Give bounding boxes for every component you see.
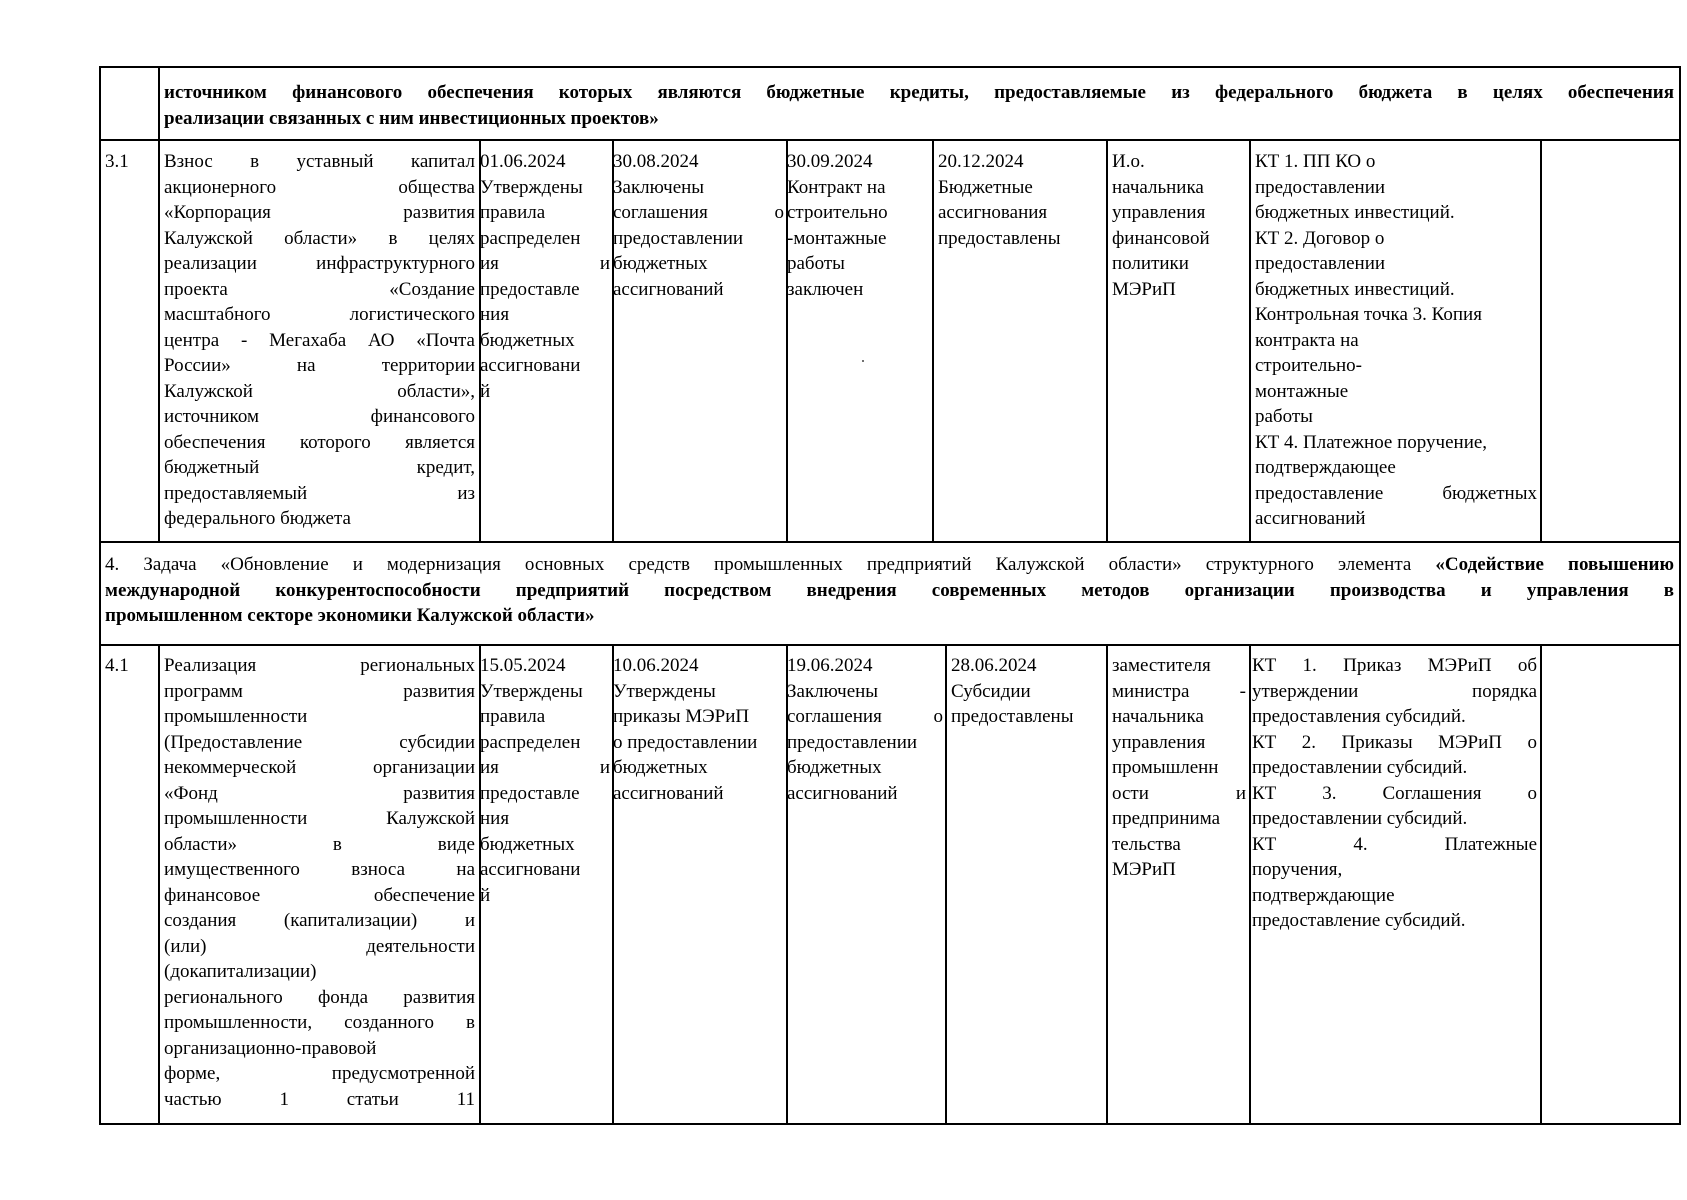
desc-line: организационно-правовой xyxy=(164,1037,377,1059)
desc-line: Калужской области», xyxy=(164,380,475,402)
evidence-line: предоставлении xyxy=(1255,176,1386,198)
resp-line: предпринима xyxy=(1112,808,1221,829)
control-point-date: 20.12.2024 xyxy=(938,151,1024,172)
table-border-left xyxy=(99,66,101,1125)
desc-line: промышленности Калужской xyxy=(164,808,475,829)
evidence-line: утверждении порядка xyxy=(1252,680,1537,702)
table-border-right xyxy=(1679,66,1681,1125)
task-4-header xyxy=(105,552,1674,629)
control-point-4 xyxy=(951,653,1103,730)
desc-line: частью 1 статьи 11 xyxy=(164,1088,475,1110)
responsible-person xyxy=(1112,149,1246,302)
evidence-line: КТ 3. Соглашения о xyxy=(1252,782,1537,804)
section-header-line: источником финансового обеспечения которых являются бюджетные кредиты, предоставляемые из федерального бюджета в целях обеспечения xyxy=(164,82,1674,103)
row-number: 3.1 xyxy=(105,151,129,172)
evidence-line: КТ 1. ПП КО о xyxy=(1255,151,1376,172)
desc-line: масштабного логистического xyxy=(164,304,475,325)
cp-line: предоставлении xyxy=(787,731,918,753)
cp-line: Заключены xyxy=(613,176,705,198)
cp-line: ассигновани xyxy=(480,355,581,376)
row-description xyxy=(164,653,475,1112)
evidence-line: предоставление субсидий. xyxy=(1252,910,1466,931)
task-header-line: международной конкурентоспособности предприятий посредством внедрения современных методов организации производства и управления в xyxy=(105,579,1674,601)
cp-line: предоставлены xyxy=(938,227,1061,249)
resp-line: финансовой xyxy=(1112,227,1210,249)
desc-line: (или) деятельности xyxy=(164,935,475,957)
section-header-line: реализации связанных с ним инвестиционных проектов» xyxy=(164,107,659,129)
desc-line: некоммерческой организации xyxy=(164,757,475,778)
control-point-date: 19.06.2024 xyxy=(787,655,873,676)
desc-line: федерального бюджета xyxy=(164,508,351,529)
cp-line: бюджетных xyxy=(787,757,882,778)
resp-line: начальника xyxy=(1112,176,1204,198)
desc-line: «Фонд развития xyxy=(164,782,475,804)
cp-line: заключен xyxy=(787,278,864,300)
resp-line: тельства xyxy=(1112,833,1181,855)
section-header xyxy=(164,80,1674,131)
evidence-documents xyxy=(1252,653,1537,934)
resp-line: промышленн xyxy=(1112,757,1219,778)
control-point-date: 10.06.2024 xyxy=(613,655,699,676)
desc-line: форме, предусмотренной xyxy=(164,1063,475,1084)
control-point-1 xyxy=(480,653,610,908)
desc-line: акционерного общества xyxy=(164,176,475,198)
resp-line: управления xyxy=(1112,202,1206,223)
cp-line: й xyxy=(480,884,491,906)
row-description xyxy=(164,149,475,532)
cp-line: Утверждены xyxy=(480,680,583,702)
cp-line: строительно xyxy=(787,202,888,223)
control-point-4 xyxy=(938,149,1103,251)
cp-line: ния xyxy=(480,304,510,325)
evidence-line: предоставления субсидий. xyxy=(1252,706,1466,727)
desc-line: имущественного взноса на xyxy=(164,859,475,880)
resp-line: министра - xyxy=(1112,680,1246,702)
task-header-bold: «Содействие повышению xyxy=(1435,554,1675,575)
scan-speck xyxy=(862,360,864,362)
cp-line: Утверждены xyxy=(480,176,583,198)
desc-line: регионального фонда развития xyxy=(164,986,475,1008)
evidence-line: монтажные xyxy=(1255,380,1349,402)
desc-line: проекта «Создание xyxy=(164,278,475,300)
control-point-date: 30.08.2024 xyxy=(613,151,699,172)
table-col-divider xyxy=(945,644,947,1125)
cp-line: о предоставлении xyxy=(613,731,758,753)
row-number: 4.1 xyxy=(105,655,129,676)
desc-line: России» на территории xyxy=(164,355,475,376)
table-border-bottom xyxy=(99,1123,1681,1125)
cp-line: ия и xyxy=(480,253,610,274)
cp-line: предоставлены xyxy=(951,706,1074,727)
table-rule-task-4-bottom xyxy=(99,644,1681,646)
control-point-3 xyxy=(787,653,943,806)
control-point-date: 01.06.2024 xyxy=(480,151,566,172)
evidence-line: КТ 4. Платежное поручение, xyxy=(1255,431,1488,453)
desc-line: финансовое обеспечение xyxy=(164,884,475,906)
evidence-line: КТ 4. Платежные xyxy=(1252,833,1537,855)
evidence-line: контракта на xyxy=(1255,329,1359,351)
cp-line: бюджетных xyxy=(613,253,708,274)
desc-line: промышленности, созданного в xyxy=(164,1012,475,1033)
resp-line: начальника xyxy=(1112,706,1204,727)
evidence-line: предоставлении xyxy=(1255,253,1386,274)
desc-line: Реализация региональных xyxy=(164,655,475,676)
evidence-line: КТ 2. Договор о xyxy=(1255,227,1385,249)
cp-line: ассигновани xyxy=(480,859,581,880)
desc-line: программ развития xyxy=(164,680,475,702)
responsible-person xyxy=(1112,653,1246,883)
cp-line: ния xyxy=(480,808,510,829)
cp-line: распределен xyxy=(480,227,581,249)
control-point-2 xyxy=(613,653,784,806)
cp-line: предоставле xyxy=(480,782,580,804)
resp-line: заместителя xyxy=(1112,655,1211,676)
control-point-3 xyxy=(787,149,930,302)
desc-line: промышленности xyxy=(164,706,308,727)
cp-line: предоставле xyxy=(480,278,580,300)
evidence-line: строительно- xyxy=(1255,355,1363,376)
task-header-line: промышленном секторе экономики Калужской области» xyxy=(105,605,595,626)
evidence-line: подтверждающее xyxy=(1255,457,1396,478)
cp-line: Субсидии xyxy=(951,680,1031,702)
cp-line: ассигнований xyxy=(613,278,724,300)
control-point-date: 15.05.2024 xyxy=(480,655,566,676)
evidence-line: работы xyxy=(1255,406,1313,427)
desc-line: источником финансового xyxy=(164,406,475,427)
cp-line: Утверждены xyxy=(613,680,716,702)
cp-line: предоставлении xyxy=(613,227,744,249)
desc-line: предоставляемый из xyxy=(164,482,475,504)
cp-line: правила xyxy=(480,202,546,223)
table-col-divider xyxy=(1106,139,1108,543)
table-col-divider xyxy=(1249,139,1251,543)
table-border-top xyxy=(99,66,1681,68)
desc-line: Взнос в уставный капитал xyxy=(164,151,475,172)
table-rule-row-3-1-bottom xyxy=(99,541,1681,543)
desc-line: Калужской области» в целях xyxy=(164,227,475,249)
evidence-line: поручения, xyxy=(1252,859,1343,880)
table-col-divider-number xyxy=(158,66,160,141)
evidence-line: бюджетных инвестиций. xyxy=(1255,278,1455,300)
evidence-line: бюджетных инвестиций. xyxy=(1255,202,1455,223)
cp-line: й xyxy=(480,380,491,402)
table-col-divider xyxy=(1540,139,1542,543)
table-rule-header-bottom xyxy=(99,139,1681,141)
cp-line: работы xyxy=(787,253,845,274)
evidence-line: предоставление бюджетных xyxy=(1255,482,1537,504)
cp-line: правила xyxy=(480,706,546,727)
task-header-text: 4. Задача «Обновление и модернизация основных средств промышленных предприятий Калужской области» структурного элемента xyxy=(105,554,1412,575)
cp-line: бюджетных xyxy=(613,757,708,778)
desc-line: области» в виде xyxy=(164,833,475,855)
cp-line: ассигнования xyxy=(938,202,1048,223)
control-point-2 xyxy=(613,149,784,302)
table-col-divider xyxy=(1106,644,1108,1125)
desc-line: бюджетный кредит, xyxy=(164,457,475,478)
table-col-divider xyxy=(932,139,934,543)
resp-line: ости и xyxy=(1112,782,1246,804)
cp-line: соглашения о xyxy=(613,202,784,223)
desc-line: обеспечения которого является xyxy=(164,431,475,453)
resp-line: И.о. xyxy=(1112,151,1145,172)
desc-line: (Предоставление субсидии xyxy=(164,731,475,753)
control-point-1 xyxy=(480,149,610,404)
resp-line: МЭРиП xyxy=(1112,278,1176,300)
task-header-line xyxy=(105,552,1674,578)
evidence-documents xyxy=(1255,149,1537,532)
cp-line: бюджетных xyxy=(480,329,575,351)
desc-line: (докапитализации) xyxy=(164,961,317,982)
resp-line: политики xyxy=(1112,253,1189,274)
table-col-divider-number xyxy=(158,139,160,543)
cp-line: Заключены xyxy=(787,680,879,702)
cp-line: ассигнований xyxy=(787,782,898,804)
desc-line: центра - Мегахаба АО «Почта xyxy=(164,329,475,351)
cp-line: Бюджетные xyxy=(938,176,1033,198)
evidence-line: предоставлении субсидий. xyxy=(1252,808,1468,829)
evidence-line: ассигнований xyxy=(1255,508,1366,529)
evidence-line: КТ 2. Приказы МЭРиП о xyxy=(1252,731,1537,753)
evidence-line: предоставлении субсидий. xyxy=(1252,757,1468,778)
cp-line: ия и xyxy=(480,757,610,778)
cp-line: -монтажные xyxy=(787,227,887,249)
desc-line: реализации инфраструктурного xyxy=(164,253,475,274)
cp-line: бюджетных xyxy=(480,833,575,855)
cp-line: Контракт на xyxy=(787,176,886,198)
evidence-line: подтверждающие xyxy=(1252,884,1395,906)
control-point-date: 28.06.2024 xyxy=(951,655,1037,676)
resp-line: МЭРиП xyxy=(1112,859,1176,880)
evidence-line: КТ 1. Приказ МЭРиП об xyxy=(1252,655,1537,676)
cp-line: приказы МЭРиП xyxy=(613,706,750,727)
table-col-divider xyxy=(1540,644,1542,1125)
control-point-date: 30.09.2024 xyxy=(787,151,873,172)
cp-line: распределен xyxy=(480,731,581,753)
evidence-line: Контрольная точка 3. Копия xyxy=(1255,304,1482,325)
desc-line: «Корпорация развития xyxy=(164,202,475,223)
desc-line: создания (капитализации) и xyxy=(164,910,475,931)
cp-line: соглашения о xyxy=(787,706,943,727)
table-col-divider-number xyxy=(158,644,160,1125)
resp-line: управления xyxy=(1112,731,1206,753)
table-col-divider xyxy=(1249,644,1251,1125)
cp-line: ассигнований xyxy=(613,782,724,804)
